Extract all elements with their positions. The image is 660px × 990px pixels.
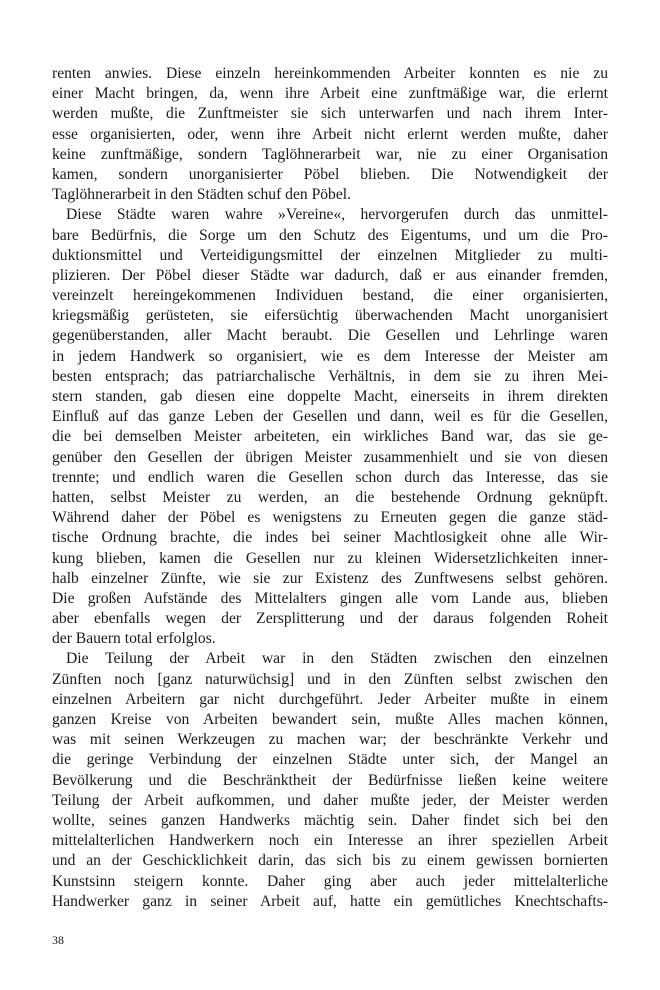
text-line: Die Teilung der Arbeit war in den Städten zwischen den einzelnen	[66, 650, 608, 668]
text-line: kriegsmäßig gerüsteten, sie eifersüchtig überwachenden Macht unorganisiert	[52, 307, 608, 325]
text-line: genüber den Gesellen der übrigen Meister zusammenhielt und sie von diesen	[52, 448, 608, 466]
text-line: die geringe Verbindung der einzelnen Städte unter sich, der Mangel an	[52, 751, 608, 769]
text-line: vereinzelt hereingekommenen Individuen bestand, die einer organisierten,	[52, 287, 608, 305]
text-line: Diese Städte waren wahre »Vereine«, hervorgerufen durch das unmittel-	[66, 206, 608, 224]
text-line: tische Ordnung brachte, die indes bei seiner Machtlosigkeit ohne alle Wir-	[52, 529, 608, 547]
text-line: einzelnen Arbeitern gar nicht durchgeführt. Jeder Arbeiter mußte in einem	[52, 690, 608, 708]
text-line: gegenüberstanden, aller Macht beraubt. Die Gesellen und Lehrlinge waren	[52, 327, 608, 345]
text-line: aber ebenfalls wegen der Zersplitterung und der daraus folgenden Roheit	[52, 610, 608, 628]
text-line: Die großen Aufstände des Mittelalters gingen alle vom Lande aus, blieben	[52, 589, 608, 607]
text-line: ganzen Kreise von Arbeiten bewandert sein, mußte Alles machen können,	[52, 711, 608, 728]
text-line: Zünften noch [ganz naturwüchsig] und in den Zünften selbst zwischen den	[52, 670, 608, 688]
text-line: was mit seinen Werkzeugen zu machen war; der beschränkte Verkehr und	[52, 731, 608, 749]
page-number: 38	[52, 933, 64, 947]
text-line: hatten, selbst Meister zu werden, an die bestehende Ordnung geknüpft.	[52, 488, 608, 506]
text-line: besten entsprach; das patriarchalische Verhältnis, in dem sie zu ihren Mei-	[52, 367, 608, 385]
text-line: stern standen, gab diesen eine doppelte Macht, einerseits in ihrem direkten	[52, 388, 608, 405]
text-line: wollte, seines ganzen Handwerks mächtig sein. Daher findet sich bei den	[52, 811, 608, 829]
text-line: Bevölkerung und die Beschränktheit der Bedürfnisse ließen keine weitere	[52, 771, 608, 789]
text-line: Handwerker ganz in seiner Arbeit auf, hatte ein gemütliches Knechtschafts-	[52, 892, 608, 910]
text-line: werden mußte, die Zunftmeister sie sich unterwarfen und nach ihrem Inter-	[52, 105, 608, 123]
body-text	[52, 64, 608, 912]
text-line: plizieren. Der Pöbel dieser Städte war dadurch, daß er aus einander fremden,	[52, 266, 608, 284]
text-line: kung blieben, kamen die Gesellen nur zu kleinen Widersetzlichkeiten inner-	[52, 549, 608, 567]
text-line: mittelalterlichen Handwerkern noch ein Interesse an ihrer speziellen Arbeit	[52, 832, 608, 850]
text-line: bare Bedürfnis, die Sorge um den Schutz des Eigentums, und um die Pro-	[52, 226, 608, 244]
text-line: renten anwies. Diese einzeln hereinkommenden Arbeiter konnten es nie zu	[52, 65, 608, 82]
text-line: Während daher der Pöbel es wenigstens zu Erneuten gegen die ganze städ-	[52, 509, 608, 527]
text-line: die bei demselben Meister arbeiteten, ein wirkliches Band war, das sie ge-	[52, 428, 608, 446]
text-line: der Bauern total erfolglos.	[52, 630, 216, 648]
text-line: kamen, sondern unorganisierter Pöbel blieben. Die Notwendigkeit der	[52, 165, 608, 183]
text-line: Kunstsinn steigern konnte. Daher ging aber auch jeder mittelalterliche	[52, 872, 608, 890]
text-line: Teilung der Arbeit aufkommen, und daher mußte jeder, der Meister werden	[52, 791, 608, 809]
text-line: duktionsmittel und Verteidigungsmittel der einzelnen Mitglieder zu multi-	[52, 246, 608, 264]
text-line: trennte; und endlich waren die Gesellen schon durch das Interesse, das sie	[52, 468, 608, 486]
text-line: halb einzelner Zünfte, wie sie zur Existenz des Zunftwesens selbst gehören.	[52, 569, 608, 587]
text-line: in jedem Handwerk so organisiert, wie es dem Interesse der Meister am	[52, 347, 608, 365]
text-line: esse organisierten, oder, wenn ihre Arbeit nicht erlernt werden mußte, daher	[52, 125, 608, 143]
text-line: keine zunftmäßige, sondern Taglöhnerarbeit war, nie zu einer Organisation	[52, 145, 608, 163]
text-line: Einfluß auf das ganze Leben der Gesellen und dann, weil es für die Gesellen,	[52, 408, 608, 426]
text-line: Taglöhnerarbeit in den Städten schuf den Pöbel.	[52, 186, 352, 204]
text-line: einer Macht bringen, da, wenn ihre Arbeit eine zunftmäßige war, die erlernt	[52, 85, 608, 103]
text-line: und an der Geschicklichkeit darin, das sich bis zu einem gewissen bornierten	[52, 852, 608, 870]
